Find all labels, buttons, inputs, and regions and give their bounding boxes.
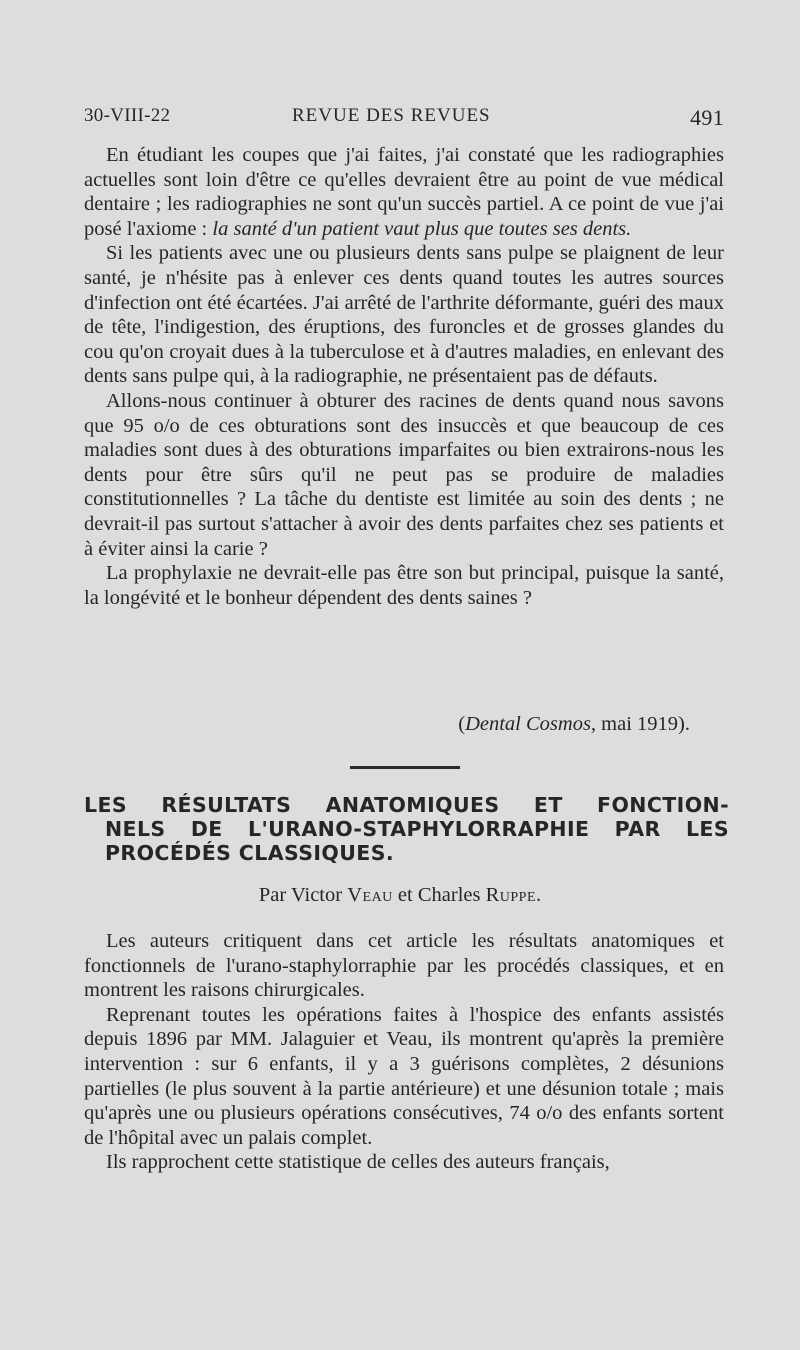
byline-text: Par Victor bbox=[258, 884, 348, 906]
header-date: 30-VIII-22 bbox=[84, 105, 171, 126]
heading-line: PROCÉDÉS CLASSIQUES. bbox=[105, 841, 395, 865]
paragraph: Si les patients avec une ou plusieurs dents sans pulpe se plaignent de leur santé, je n'hésite pas à enlever ces dents quand toutes les autres sources d'infection ont été écartées. J'ai arrêté de l'arthrite déformante, guéri des maux de tête, l'indigestion, des éruptions, des furoncles et de grosses glandes du cou qu'on croyait dues à la tuberculose et à d'autres maladies, en enlevant des dents sans pulpe qui, à la radiographie, ne présentaient pas de défauts. bbox=[84, 242, 724, 388]
paragraph-text: En étudiant les coupes que j'ai faites, j'ai constaté que les radiographies actuelles sont loin d'être ce qu'elles devraient être au point de vue médical dentaire ; les radiographies ne sont qu'un succès partiel. A ce point de vue j'ai posé l'axiome : bbox=[84, 144, 724, 240]
axiom-italic: la santé d'un patient vaut plus que toutes ses dents. bbox=[212, 217, 632, 240]
citation-journal: Dental Cosmos, bbox=[465, 713, 597, 735]
paragraph: Les auteurs critiquent dans cet article les résultats anatomiques et fonctionnels de l'urano-staphylorraphie par les procédés classiques, et en montrent les raisons chirurgicales. bbox=[84, 930, 724, 1002]
source-citation bbox=[458, 713, 690, 736]
article-summary bbox=[84, 929, 724, 1175]
byline-text: . bbox=[536, 884, 542, 906]
author-name: Ruppe bbox=[485, 884, 537, 906]
author-name: Veau bbox=[347, 884, 393, 906]
running-header bbox=[84, 101, 724, 131]
citation-paren: ( bbox=[458, 713, 466, 735]
paragraph: Reprenant toutes les opérations faites à l'hospice des enfants assistés depuis 1896 par MM. Jalaguier et Veau, ils montrent qu'après la première intervention : sur 6 enfants, il y a 3 guérisons complètes, 2 désunions partielles (le plus souvent à la partie antérieure) et une désunion totale ; mais qu'après une ou plusieurs opérations consécutives, 74 o/o des enfants sortent de l'hôpital avec un palais complet. bbox=[84, 1003, 724, 1149]
article-continuation bbox=[84, 143, 724, 610]
header-title: REVUE DES REVUES bbox=[292, 105, 491, 126]
section-divider bbox=[350, 766, 460, 769]
paragraph: Allons-nous continuer à obturer des racines de dents quand nous savons que 95 o/o de ces obturations sont des insuccès et que beaucoup de ces maladies sont dues à des obturations imparfaites ou bien extrairons-nous les dents pour être sûrs qu'il ne peut pas se produire de maladies constitutionnelles ? La tâche du dentiste est limitée au soin des dents ; ne devrait-il pas surtout s'attacher à avoir des dents parfaites chez ses patients et à éviter ainsi la carie ? bbox=[84, 389, 724, 560]
byline-text: et Charles bbox=[392, 884, 486, 906]
section-heading bbox=[84, 793, 729, 865]
heading-line: NELS DE L'URANO-STAPHYLORRAPHIE PAR LES bbox=[105, 817, 729, 841]
author-byline bbox=[0, 884, 800, 907]
paragraph: Ils rapprochent cette statistique de celles des auteurs français, bbox=[106, 1151, 610, 1174]
paragraph: La prophylaxie ne devrait-elle pas être son but principal, puisque la santé, la longévité et le bonheur dépendent des dents saines ? bbox=[84, 562, 724, 609]
citation-date: mai 1919). bbox=[596, 713, 690, 735]
paragraph bbox=[84, 143, 724, 241]
page-number: 491 bbox=[690, 105, 724, 130]
heading-line: LES RÉSULTATS ANATOMIQUES ET FONCTION- bbox=[84, 793, 729, 817]
